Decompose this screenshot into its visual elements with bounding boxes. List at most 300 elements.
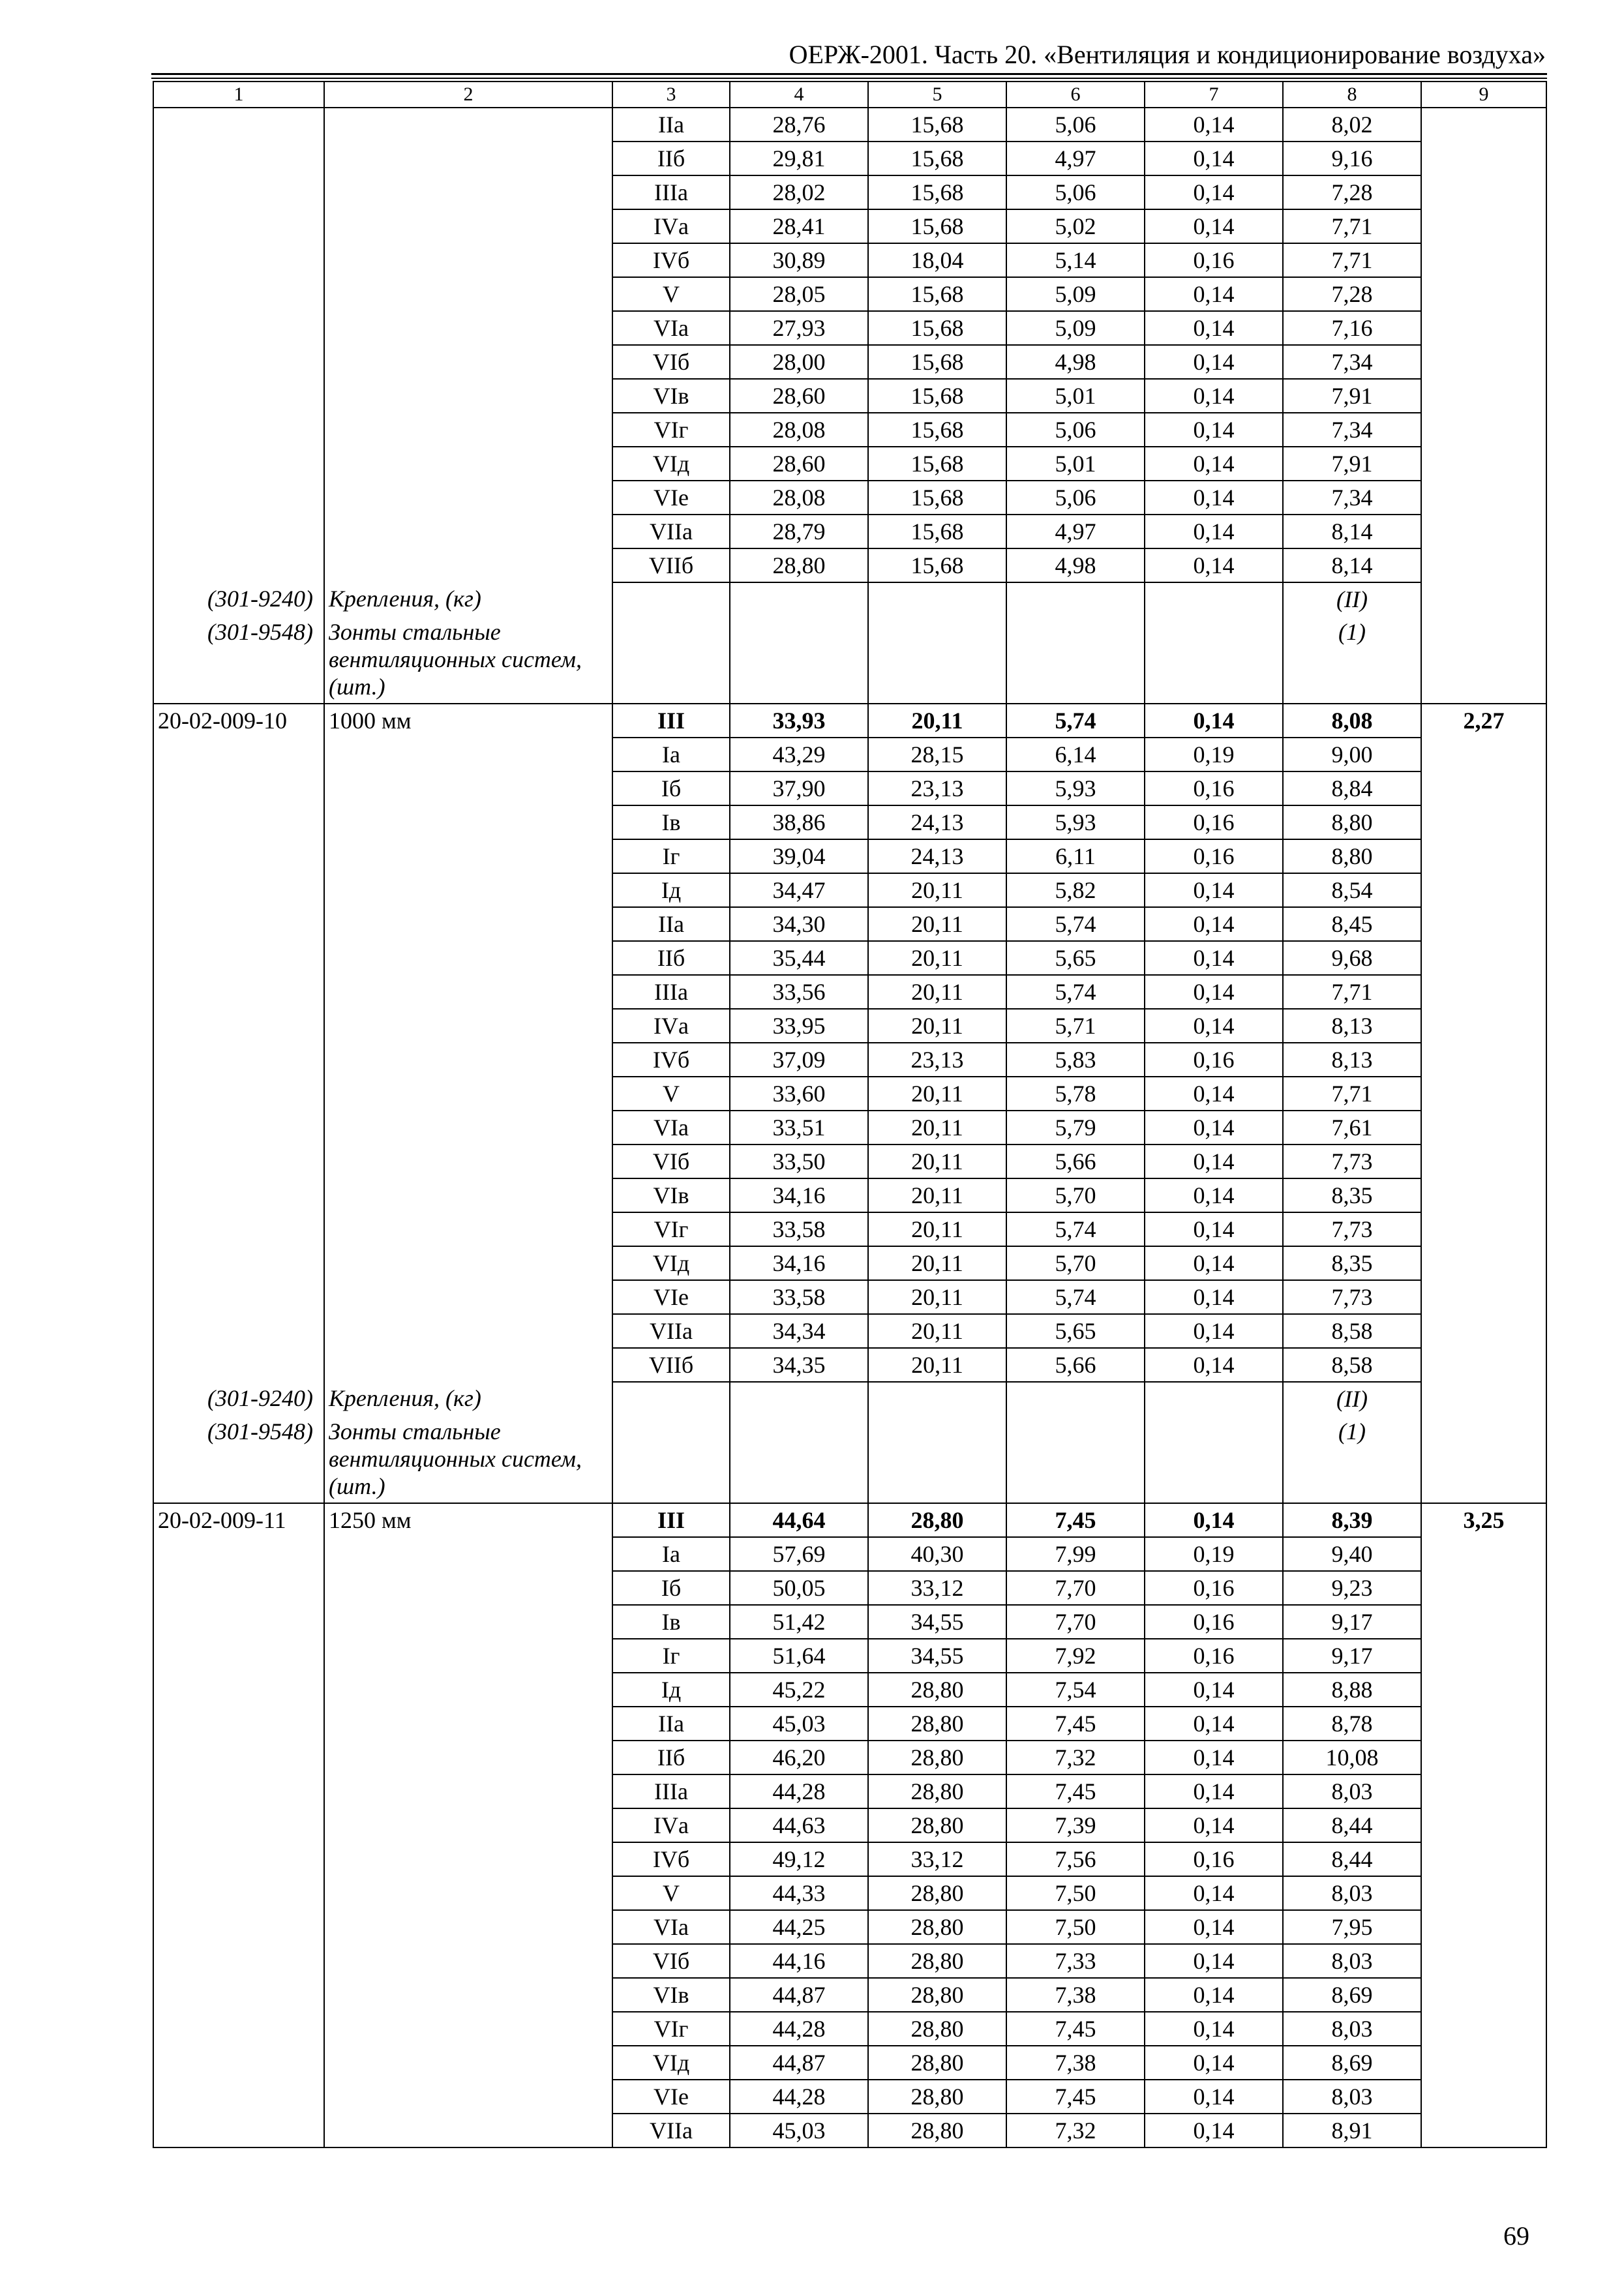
column-number: 9 — [1421, 82, 1546, 108]
labor-cost — [1421, 2114, 1546, 2147]
cell-wages: 15,68 — [868, 379, 1006, 413]
rate-code — [153, 243, 324, 277]
cell-materials: 7,34 — [1283, 345, 1421, 379]
rate-name — [324, 1212, 612, 1246]
rate-name — [324, 311, 612, 345]
cell-machine-cost: 7,45 — [1006, 2012, 1145, 2046]
rate-name — [324, 1077, 612, 1111]
cell-machine-cost: 7,45 — [1006, 2080, 1145, 2114]
rate-name: 1000 мм — [324, 704, 612, 738]
labor-cost — [1421, 1178, 1546, 1212]
cell-materials: 7,28 — [1283, 277, 1421, 311]
labor-cost: 3,25 — [1421, 1503, 1546, 1537]
cell-zone: V — [612, 1077, 730, 1111]
cell-machinist-wages: 0,14 — [1145, 413, 1283, 447]
cell-machinist-wages: 0,14 — [1145, 941, 1283, 975]
empty-cell — [868, 1415, 1006, 1503]
rate-name — [324, 1978, 612, 2012]
rate-name — [324, 1537, 612, 1571]
table-row — [153, 1910, 1546, 1944]
header-rule — [151, 78, 1547, 79]
empty-cell — [612, 1415, 730, 1503]
empty-cell — [1421, 582, 1546, 616]
cell-total-cost: 33,58 — [730, 1280, 868, 1314]
cell-machine-cost: 7,50 — [1006, 1910, 1145, 1944]
cell-zone: Iб — [612, 1571, 730, 1605]
labor-cost — [1421, 1774, 1546, 1808]
cell-zone: VIIа — [612, 2114, 730, 2147]
cell-materials: 8,02 — [1283, 108, 1421, 142]
rate-name — [324, 1944, 612, 1978]
table-row — [153, 873, 1546, 907]
cell-wages: 20,11 — [868, 1111, 1006, 1144]
labor-cost — [1421, 481, 1546, 515]
cell-materials: 9,23 — [1283, 1571, 1421, 1605]
cell-machine-cost: 7,99 — [1006, 1537, 1145, 1571]
cell-zone: IIа — [612, 907, 730, 941]
labor-cost — [1421, 311, 1546, 345]
resource-code: (301-9548) — [153, 616, 324, 704]
cell-machinist-wages: 0,14 — [1145, 975, 1283, 1009]
cell-materials: 8,45 — [1283, 907, 1421, 941]
cell-machine-cost: 5,70 — [1006, 1246, 1145, 1280]
rate-name — [324, 1043, 612, 1077]
table-row — [153, 704, 1546, 738]
labor-cost — [1421, 1808, 1546, 1842]
rate-name — [324, 548, 612, 582]
cell-machine-cost: 5,01 — [1006, 379, 1145, 413]
rate-code — [153, 1043, 324, 1077]
cell-machinist-wages: 0,16 — [1145, 771, 1283, 805]
cell-zone: VIа — [612, 311, 730, 345]
cell-machinist-wages: 0,16 — [1145, 1605, 1283, 1639]
rate-name: 1250 мм — [324, 1503, 612, 1537]
cell-machinist-wages: 0,14 — [1145, 873, 1283, 907]
cell-total-cost: 28,80 — [730, 548, 868, 582]
page-number: 69 — [1503, 2221, 1529, 2251]
labor-cost — [1421, 941, 1546, 975]
rate-code — [153, 277, 324, 311]
table-row — [153, 481, 1546, 515]
cell-machinist-wages: 0,14 — [1145, 1178, 1283, 1212]
empty-cell — [868, 1382, 1006, 1415]
cell-materials: 8,58 — [1283, 1314, 1421, 1348]
cell-machine-cost: 7,38 — [1006, 2046, 1145, 2080]
resource-note-row — [153, 582, 1546, 616]
cell-machine-cost: 7,32 — [1006, 1741, 1145, 1774]
cell-materials: 8,03 — [1283, 1944, 1421, 1978]
cell-total-cost: 28,41 — [730, 209, 868, 243]
column-number: 1 — [153, 82, 324, 108]
table-row — [153, 1348, 1546, 1382]
empty-cell — [1006, 1382, 1145, 1415]
rate-code — [153, 1741, 324, 1774]
labor-cost — [1421, 447, 1546, 481]
cell-total-cost: 51,64 — [730, 1639, 868, 1673]
labor-cost — [1421, 1280, 1546, 1314]
rate-code — [153, 515, 324, 548]
cell-machine-cost: 7,45 — [1006, 1503, 1145, 1537]
table-row — [153, 1673, 1546, 1707]
cell-machinist-wages: 0,14 — [1145, 481, 1283, 515]
cell-materials: 7,91 — [1283, 379, 1421, 413]
rate-code — [153, 1910, 324, 1944]
rate-name — [324, 277, 612, 311]
cell-machine-cost: 5,74 — [1006, 1280, 1145, 1314]
rate-name — [324, 1605, 612, 1639]
cell-materials: 7,34 — [1283, 481, 1421, 515]
rate-name — [324, 2080, 612, 2114]
empty-cell — [1145, 1382, 1283, 1415]
rate-name — [324, 1246, 612, 1280]
resource-code: (301-9240) — [153, 582, 324, 616]
column-number: 3 — [612, 82, 730, 108]
cell-machinist-wages: 0,14 — [1145, 142, 1283, 175]
rate-code — [153, 311, 324, 345]
labor-cost — [1421, 1673, 1546, 1707]
table-row — [153, 2012, 1546, 2046]
cell-materials: 7,73 — [1283, 1212, 1421, 1246]
rate-name — [324, 243, 612, 277]
empty-cell — [1421, 1415, 1546, 1503]
cell-materials: 7,16 — [1283, 311, 1421, 345]
rate-name — [324, 771, 612, 805]
cell-machinist-wages: 0,14 — [1145, 209, 1283, 243]
cell-wages: 33,12 — [868, 1842, 1006, 1876]
rate-code — [153, 209, 324, 243]
rate-name — [324, 873, 612, 907]
table-row — [153, 1774, 1546, 1808]
cell-machinist-wages: 0,14 — [1145, 1978, 1283, 2012]
cell-machine-cost: 6,11 — [1006, 839, 1145, 873]
labor-cost — [1421, 1043, 1546, 1077]
table-row — [153, 1571, 1546, 1605]
rate-code — [153, 839, 324, 873]
cell-total-cost: 45,03 — [730, 2114, 868, 2147]
cell-zone: VIIа — [612, 515, 730, 548]
cell-machinist-wages: 0,14 — [1145, 277, 1283, 311]
rate-code — [153, 108, 324, 142]
cell-wages: 15,68 — [868, 447, 1006, 481]
cell-zone: VIв — [612, 1978, 730, 2012]
cell-machine-cost: 5,01 — [1006, 447, 1145, 481]
cell-materials: 7,95 — [1283, 1910, 1421, 1944]
labor-cost — [1421, 2080, 1546, 2114]
rate-name — [324, 1842, 612, 1876]
rate-code — [153, 345, 324, 379]
empty-cell — [1421, 616, 1546, 704]
cell-zone: VIг — [612, 2012, 730, 2046]
cell-wages: 20,11 — [868, 1348, 1006, 1382]
table-row — [153, 1314, 1546, 1348]
cell-zone: Iг — [612, 1639, 730, 1673]
cell-machinist-wages: 0,14 — [1145, 379, 1283, 413]
cell-zone: VIа — [612, 1910, 730, 1944]
rate-code — [153, 548, 324, 582]
resource-code: (301-9240) — [153, 1382, 324, 1415]
cell-total-cost: 33,60 — [730, 1077, 868, 1111]
cell-wages: 28,15 — [868, 738, 1006, 771]
cell-wages: 28,80 — [868, 2046, 1006, 2080]
cell-materials: 8,13 — [1283, 1043, 1421, 1077]
rate-name — [324, 941, 612, 975]
cell-machinist-wages: 0,19 — [1145, 1537, 1283, 1571]
table-row — [153, 1043, 1546, 1077]
rate-code — [153, 1212, 324, 1246]
cell-machinist-wages: 0,14 — [1145, 1077, 1283, 1111]
rate-code — [153, 1978, 324, 2012]
table-row — [153, 277, 1546, 311]
cell-wages: 40,30 — [868, 1537, 1006, 1571]
column-number: 8 — [1283, 82, 1421, 108]
cell-total-cost: 34,16 — [730, 1178, 868, 1212]
table-row — [153, 1009, 1546, 1043]
page-header-title: ОЕРЖ-2001. Часть 20. «Вентиляция и кондиционирование воздуха» — [789, 40, 1546, 69]
rates-table-body — [153, 82, 1546, 2147]
cell-machine-cost: 7,38 — [1006, 1978, 1145, 2012]
cell-total-cost: 28,79 — [730, 515, 868, 548]
cell-total-cost: 45,22 — [730, 1673, 868, 1707]
empty-cell — [868, 582, 1006, 616]
cell-machine-cost: 5,82 — [1006, 873, 1145, 907]
cell-machine-cost: 7,92 — [1006, 1639, 1145, 1673]
cell-zone: IIб — [612, 941, 730, 975]
labor-cost — [1421, 1639, 1546, 1673]
cell-machine-cost: 5,74 — [1006, 907, 1145, 941]
cell-wages: 20,11 — [868, 1280, 1006, 1314]
cell-zone: VIб — [612, 1944, 730, 1978]
cell-machinist-wages: 0,14 — [1145, 907, 1283, 941]
cell-wages: 15,68 — [868, 142, 1006, 175]
empty-cell — [730, 582, 868, 616]
cell-zone: VIб — [612, 345, 730, 379]
cell-materials: 8,69 — [1283, 2046, 1421, 2080]
rate-name — [324, 142, 612, 175]
cell-zone: IIIа — [612, 975, 730, 1009]
rate-name — [324, 379, 612, 413]
cell-zone: VIд — [612, 2046, 730, 2080]
rate-name — [324, 2046, 612, 2080]
empty-cell — [1006, 616, 1145, 704]
empty-cell — [1421, 1382, 1546, 1415]
cell-machine-cost: 5,74 — [1006, 1212, 1145, 1246]
cell-machinist-wages: 0,14 — [1145, 1348, 1283, 1382]
labor-cost — [1421, 1707, 1546, 1741]
cell-machinist-wages: 0,14 — [1145, 2080, 1283, 2114]
rate-code — [153, 1605, 324, 1639]
cell-materials: 7,28 — [1283, 175, 1421, 209]
cell-total-cost: 28,05 — [730, 277, 868, 311]
cell-total-cost: 28,08 — [730, 413, 868, 447]
cell-wages: 18,04 — [868, 243, 1006, 277]
rate-code — [153, 1876, 324, 1910]
cell-materials: 7,71 — [1283, 243, 1421, 277]
rate-name — [324, 345, 612, 379]
cell-zone: III — [612, 1503, 730, 1537]
table-row — [153, 1537, 1546, 1571]
cell-materials: 9,40 — [1283, 1537, 1421, 1571]
rate-code — [153, 805, 324, 839]
rate-name — [324, 515, 612, 548]
table-row — [153, 447, 1546, 481]
cell-wages: 15,68 — [868, 413, 1006, 447]
cell-total-cost: 28,00 — [730, 345, 868, 379]
rate-code — [153, 1009, 324, 1043]
rate-code — [153, 1944, 324, 1978]
column-number: 4 — [730, 82, 868, 108]
cell-zone: VIб — [612, 1144, 730, 1178]
table-row — [153, 1876, 1546, 1910]
cell-materials: 8,88 — [1283, 1673, 1421, 1707]
cell-wages: 20,11 — [868, 1077, 1006, 1111]
table-row — [153, 1842, 1546, 1876]
cell-machine-cost: 7,70 — [1006, 1605, 1145, 1639]
cell-materials: 8,03 — [1283, 1876, 1421, 1910]
cell-total-cost: 44,33 — [730, 1876, 868, 1910]
cell-machinist-wages: 0,14 — [1145, 1009, 1283, 1043]
labor-cost — [1421, 1144, 1546, 1178]
cell-machine-cost: 5,74 — [1006, 975, 1145, 1009]
cell-wages: 28,80 — [868, 1741, 1006, 1774]
rate-code — [153, 1571, 324, 1605]
cell-total-cost: 28,08 — [730, 481, 868, 515]
labor-cost — [1421, 243, 1546, 277]
empty-cell — [1006, 1415, 1145, 1503]
cell-machinist-wages: 0,14 — [1145, 1314, 1283, 1348]
cell-materials: 9,17 — [1283, 1639, 1421, 1673]
cell-zone: VIв — [612, 1178, 730, 1212]
cell-wages: 20,11 — [868, 1178, 1006, 1212]
cell-total-cost: 44,64 — [730, 1503, 868, 1537]
rate-code — [153, 1280, 324, 1314]
cell-materials: 8,03 — [1283, 1774, 1421, 1808]
cell-total-cost: 28,02 — [730, 175, 868, 209]
rate-code — [153, 941, 324, 975]
cell-total-cost: 33,51 — [730, 1111, 868, 1144]
rate-name — [324, 2114, 612, 2147]
rate-code — [153, 379, 324, 413]
cell-zone: VIIа — [612, 1314, 730, 1348]
cell-materials: 9,16 — [1283, 142, 1421, 175]
cell-zone: Iг — [612, 839, 730, 873]
cell-machinist-wages: 0,14 — [1145, 1144, 1283, 1178]
cell-machinist-wages: 0,14 — [1145, 1212, 1283, 1246]
labor-cost — [1421, 1111, 1546, 1144]
cell-materials: 8,44 — [1283, 1808, 1421, 1842]
cell-materials: 8,35 — [1283, 1178, 1421, 1212]
cell-zone: VIг — [612, 1212, 730, 1246]
rate-code — [153, 1537, 324, 1571]
cell-machine-cost: 5,70 — [1006, 1178, 1145, 1212]
table-row — [153, 1944, 1546, 1978]
resource-code: (301-9548) — [153, 1415, 324, 1503]
cell-wages: 15,68 — [868, 345, 1006, 379]
cell-machinist-wages: 0,16 — [1145, 805, 1283, 839]
cell-machinist-wages: 0,14 — [1145, 1707, 1283, 1741]
cell-total-cost: 44,25 — [730, 1910, 868, 1944]
cell-materials: 8,14 — [1283, 548, 1421, 582]
cell-machinist-wages: 0,14 — [1145, 1774, 1283, 1808]
rate-name — [324, 839, 612, 873]
cell-zone: Iв — [612, 1605, 730, 1639]
cell-materials: 7,91 — [1283, 447, 1421, 481]
labor-cost — [1421, 1910, 1546, 1944]
labor-cost — [1421, 771, 1546, 805]
column-number: 5 — [868, 82, 1006, 108]
cell-materials: 8,44 — [1283, 1842, 1421, 1876]
cell-wages: 28,80 — [868, 1876, 1006, 1910]
cell-zone: IVб — [612, 1842, 730, 1876]
rate-code — [153, 1178, 324, 1212]
cell-wages: 20,11 — [868, 1314, 1006, 1348]
resource-value: (1) — [1283, 616, 1421, 704]
cell-machinist-wages: 0,14 — [1145, 1741, 1283, 1774]
rate-code — [153, 1774, 324, 1808]
rate-code: 20-02-009-11 — [153, 1503, 324, 1537]
cell-wages: 20,11 — [868, 975, 1006, 1009]
cell-machinist-wages: 0,14 — [1145, 515, 1283, 548]
labor-cost — [1421, 2046, 1546, 2080]
cell-materials: 7,71 — [1283, 209, 1421, 243]
rate-code — [153, 738, 324, 771]
cell-machinist-wages: 0,14 — [1145, 311, 1283, 345]
cell-total-cost: 44,28 — [730, 2012, 868, 2046]
rate-code — [153, 975, 324, 1009]
cell-zone: IIIа — [612, 175, 730, 209]
cell-materials: 7,73 — [1283, 1144, 1421, 1178]
cell-zone: Iб — [612, 771, 730, 805]
cell-total-cost: 44,87 — [730, 2046, 868, 2080]
cell-zone: VIIб — [612, 548, 730, 582]
cell-total-cost: 34,47 — [730, 873, 868, 907]
cell-total-cost: 33,93 — [730, 704, 868, 738]
table-row — [153, 1808, 1546, 1842]
cell-machine-cost: 7,33 — [1006, 1944, 1145, 1978]
rate-code — [153, 1707, 324, 1741]
cell-wages: 28,80 — [868, 2114, 1006, 2147]
rate-code — [153, 1808, 324, 1842]
cell-zone: IIа — [612, 108, 730, 142]
cell-total-cost: 35,44 — [730, 941, 868, 975]
cell-zone: IVб — [612, 243, 730, 277]
rate-name — [324, 1314, 612, 1348]
empty-cell — [730, 1382, 868, 1415]
column-number: 2 — [324, 82, 612, 108]
rate-name — [324, 1009, 612, 1043]
table-row — [153, 907, 1546, 941]
cell-machinist-wages: 0,14 — [1145, 175, 1283, 209]
rate-code — [153, 1842, 324, 1876]
cell-wages: 24,13 — [868, 805, 1006, 839]
cell-wages: 15,68 — [868, 548, 1006, 582]
table-row — [153, 175, 1546, 209]
rate-name — [324, 1639, 612, 1673]
rate-code — [153, 1348, 324, 1382]
cell-total-cost: 34,34 — [730, 1314, 868, 1348]
table-row — [153, 1741, 1546, 1774]
cell-machinist-wages: 0,14 — [1145, 1111, 1283, 1144]
rate-name — [324, 1876, 612, 1910]
cell-wages: 23,13 — [868, 1043, 1006, 1077]
table-row — [153, 1144, 1546, 1178]
resource-name: Зонты стальные вентиляционных систем, (шт.) — [324, 616, 612, 704]
rate-name — [324, 108, 612, 142]
rate-name — [324, 1144, 612, 1178]
cell-wages: 28,80 — [868, 1808, 1006, 1842]
cell-zone: IIа — [612, 1707, 730, 1741]
cell-machine-cost: 5,65 — [1006, 1314, 1145, 1348]
cell-materials: 8,58 — [1283, 1348, 1421, 1382]
